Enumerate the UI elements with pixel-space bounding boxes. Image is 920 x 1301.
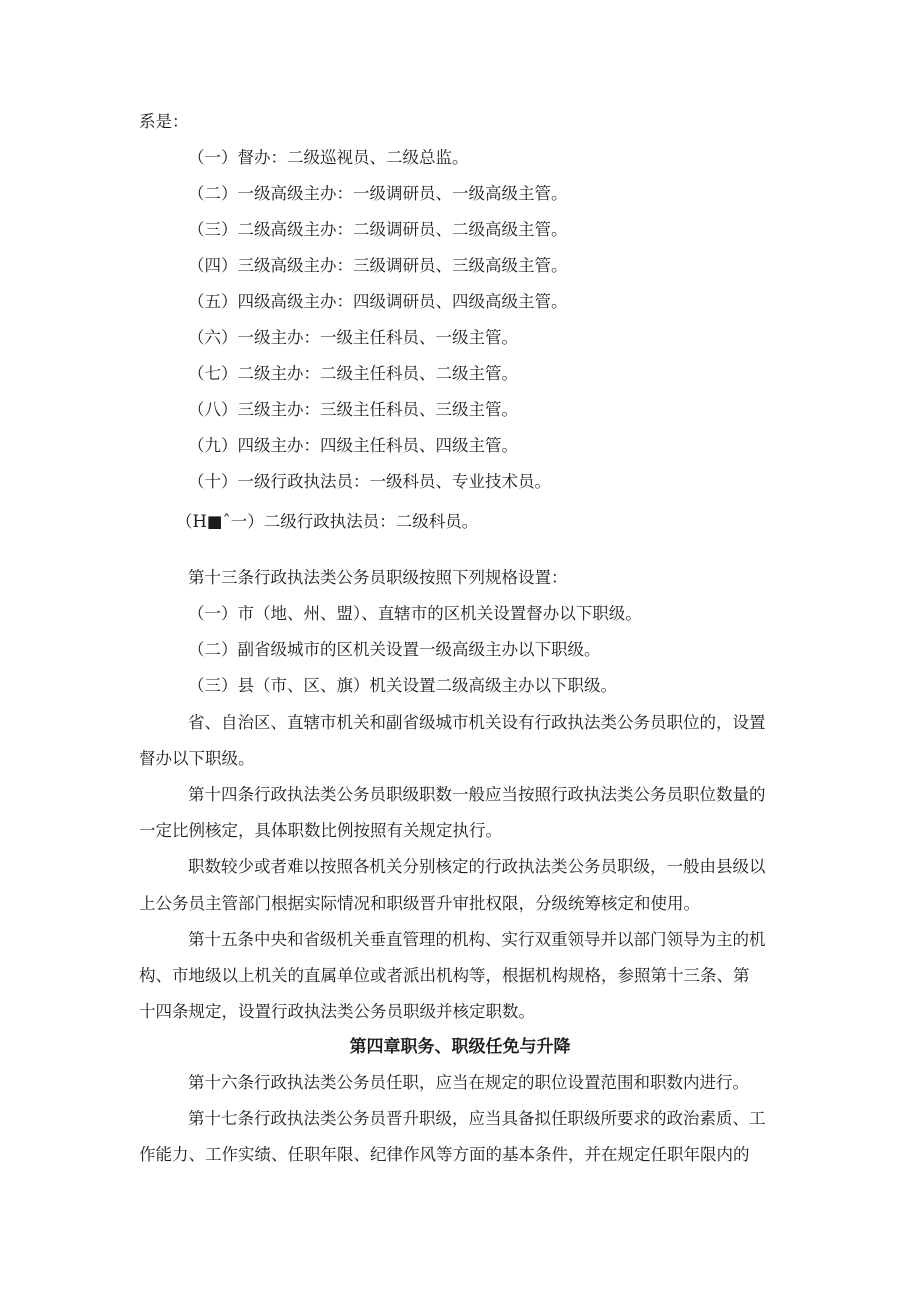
paragraph-line: 作能力、工作实绩、任职年限、纪律作风等方面的基本条件，并在规定任职年限内的 xyxy=(139,1145,750,1164)
list-item: （八）三级主办：三级主任科员、三级主管。 xyxy=(188,400,518,419)
paragraph-line: 督办以下职级。 xyxy=(139,749,255,768)
list-item: （十）一级行政执法员：一级科员、专业技术员。 xyxy=(188,472,551,491)
article-line: 第十三条行政执法类公务员职级按照下列规格设置： xyxy=(188,568,568,587)
paragraph-line: 构、市地级以上机关的直属单位或者派出机构等，根据机构规格，参照第十三条、第 xyxy=(139,966,750,985)
list-item: （二）副省级城市的区机关设置一级高级主办以下职级。 xyxy=(188,640,601,659)
list-item: （一）督办：二级巡视员、二级总监。 xyxy=(188,148,469,167)
list-item: （H■ˆ一）二级行政执法员：二级科员。 xyxy=(176,512,479,531)
list-item: （五）四级高级主办：四级调研员、四级高级主管。 xyxy=(188,292,568,311)
list-item: （四）三级高级主办：三级调研员、三级高级主管。 xyxy=(188,256,568,275)
article-line: 第十五条中央和省级机关垂直管理的机构、实行双重领导并以部门领导为主的机 xyxy=(188,930,766,949)
paragraph-line: 十四条规定，设置行政执法类公务员职级并核定职数。 xyxy=(139,1002,535,1021)
paragraph-line: 职数较少或者难以按照各机关分别核定的行政执法类公务员职级，一般由县级以 xyxy=(188,857,766,876)
list-item: （三）二级高级主办：二级调研员、二级高级主管。 xyxy=(188,220,568,239)
list-item: （六）一级主办：一级主任科员、一级主管。 xyxy=(188,328,518,347)
list-item: （三）县（市、区、旗）机关设置二级高级主办以下职级。 xyxy=(188,676,617,695)
paragraph-line: 系是： xyxy=(139,112,189,131)
article-line: 第十四条行政执法类公务员职级职数一般应当按照行政执法类公务员职位数量的 xyxy=(188,785,766,804)
list-item: （一）市（地、州、盟）、直辖市的区机关设置督办以下职级。 xyxy=(188,604,642,623)
paragraph-line: 一定比例核定，具体职数比例按照有关规定执行。 xyxy=(139,821,502,840)
paragraph-line: 省、自治区、直辖市机关和副省级城市机关设有行政执法类公务员职位的，设置 xyxy=(188,713,766,732)
article-line: 第十七条行政执法类公务员晋升职级，应当具备拟任职级所要求的政治素质、工 xyxy=(188,1109,766,1128)
article-line: 第十六条行政执法类公务员任职，应当在规定的职位设置范围和职数内进行。 xyxy=(188,1073,749,1092)
list-item: （九）四级主办：四级主任科员、四级主管。 xyxy=(188,436,518,455)
list-item: （二）一级高级主办：一级调研员、一级高级主管。 xyxy=(188,184,568,203)
list-item: （七）二级主办：二级主任科员、二级主管。 xyxy=(188,364,518,383)
chapter-heading: 第四章职务、职级任免与升降 xyxy=(349,1037,571,1057)
paragraph-line: 上公务员主管部门根据实际情况和职级晋升审批权限，分级统筹核定和使用。 xyxy=(139,894,700,913)
